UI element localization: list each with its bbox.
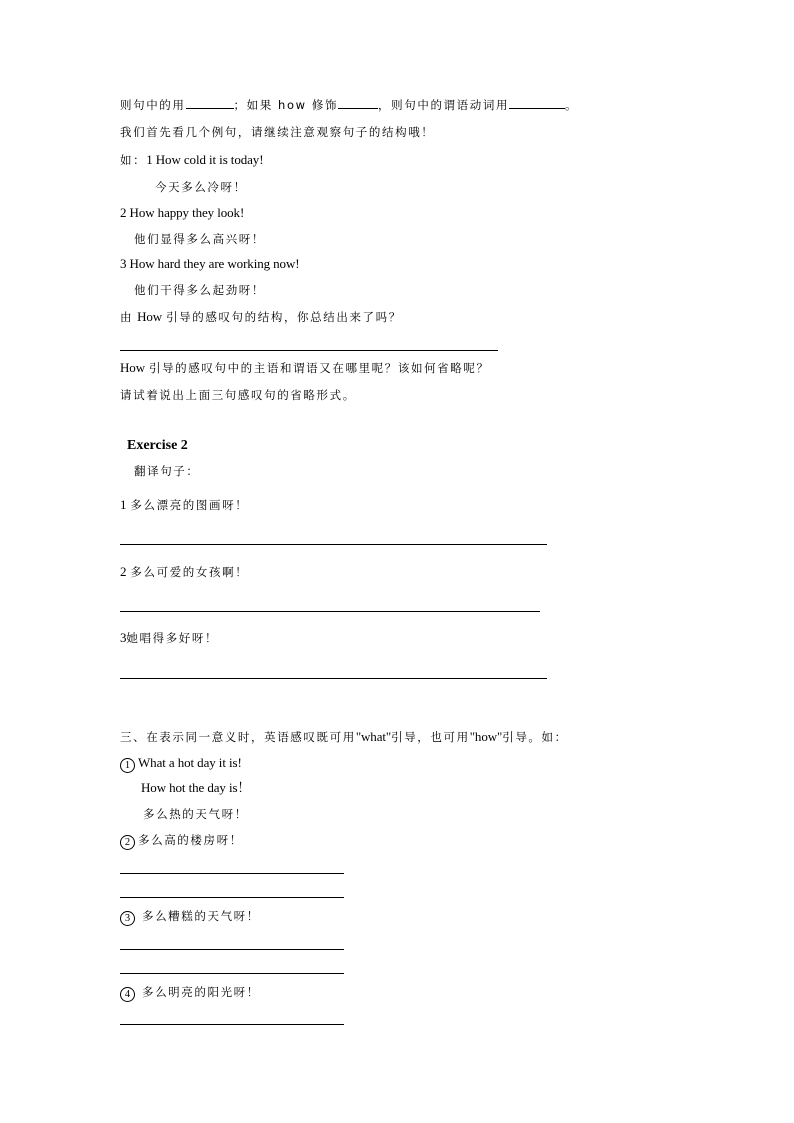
intro-line-2: 我们首先看几个例句，请继续注意观察句子的结构哦！ (120, 125, 435, 139)
answer-line-item-2b[interactable] (120, 897, 344, 898)
exercise-item-1-text: 多么漂亮的图画呀！ (130, 498, 249, 512)
answer-line-3[interactable] (120, 678, 547, 679)
omission-instruction: 请试着说出上面三句感叹句的省略形式。 (120, 388, 356, 402)
exercise-item-3-text: 她唱得多好呀！ (126, 631, 219, 645)
answer-line-item-3b[interactable] (120, 973, 344, 974)
example-prefix: 如： (120, 153, 147, 167)
section-3-item-1-english-how: How hot the day is！ (141, 780, 251, 795)
section-3-text-c: 引导。如： (502, 730, 568, 744)
intro-line-1 (120, 97, 578, 113)
answer-line-2[interactable] (120, 611, 540, 612)
intro-text-a: 则句中的用 (120, 98, 186, 112)
section-3-text-b: 引导，也可用 (391, 730, 470, 744)
section-3-item-3-chinese: 多么糟糕的天气呀！ (141, 909, 260, 923)
section-3-how: "how" (469, 729, 503, 744)
section-3-heading (120, 729, 568, 745)
section-3-item-4 (120, 984, 260, 1002)
exercise-item-1 (120, 497, 248, 513)
intro-text-c: ，则句中的谓语动词用 (378, 98, 510, 112)
question-text: 引导的感叹句的结构，你总结出来了吗？ (166, 310, 402, 324)
example-2-chinese: 他们显得多么高兴呀！ (134, 232, 265, 246)
omission-text: 引导的感叹句中的主语和谓语又在哪里呢？该如何省略呢？ (148, 361, 490, 375)
intro-text-d: 。 (565, 98, 579, 112)
circled-number-3: 3 (120, 911, 135, 926)
circled-number-2: 2 (120, 835, 135, 850)
exercise-2-instruction: 翻译句子： (134, 464, 200, 478)
section-3-item-2 (120, 832, 243, 850)
question-how-word: How (137, 309, 163, 324)
section-3-item-2-chinese: 多么高的楼房呀！ (138, 833, 243, 847)
intro-text-b: ；如果 how 修饰 (233, 98, 339, 112)
example-3-chinese: 他们干得多么起劲呀！ (134, 283, 265, 297)
exercise-item-3 (120, 630, 218, 646)
answer-blank-1[interactable] (186, 97, 234, 109)
exercise-2-title: Exercise 2 (127, 438, 188, 453)
section-3-what: "what" (355, 729, 392, 744)
section-3-item-3 (120, 908, 260, 926)
exercise-item-1-number: 1 (120, 497, 127, 512)
summary-question (120, 309, 402, 325)
omission-how-word: How (120, 360, 145, 375)
answer-line-item-2a[interactable] (120, 873, 344, 874)
answer-blank-2[interactable] (338, 97, 378, 109)
section-3-text-a: 三、在表示同一意义时，英语感叹既可用 (120, 730, 356, 744)
circled-number-1: 1 (120, 758, 135, 773)
section-3-item-4-chinese: 多么明亮的阳光呀！ (141, 985, 260, 999)
omission-question (120, 360, 490, 376)
circled-number-4: 4 (120, 987, 135, 1002)
example-1 (120, 152, 263, 168)
answer-line-summary[interactable] (120, 350, 498, 351)
answer-line-item-3a[interactable] (120, 949, 344, 950)
question-prefix: 由 (120, 310, 134, 324)
example-3-english: 3 How hard they are working now! (120, 256, 300, 271)
section-3-item-1-chinese: 多么热的天气呀！ (143, 807, 248, 821)
example-1-english: 1 How cold it is today! (146, 152, 264, 167)
answer-line-item-4[interactable] (120, 1024, 344, 1025)
answer-line-1[interactable] (120, 544, 547, 545)
answer-blank-3[interactable] (509, 97, 565, 109)
exercise-item-2 (120, 564, 248, 580)
exercise-item-2-text: 多么可爱的女孩啊！ (130, 565, 249, 579)
section-3-item-1-english: What a hot day it is! (138, 755, 242, 770)
example-1-chinese: 今天多么冷呀！ (155, 180, 247, 194)
exercise-item-3-number: 3 (120, 630, 127, 645)
section-3-item-1 (120, 755, 242, 773)
exercise-item-2-number: 2 (120, 564, 127, 579)
example-2-english: 2 How happy they look! (120, 205, 245, 220)
